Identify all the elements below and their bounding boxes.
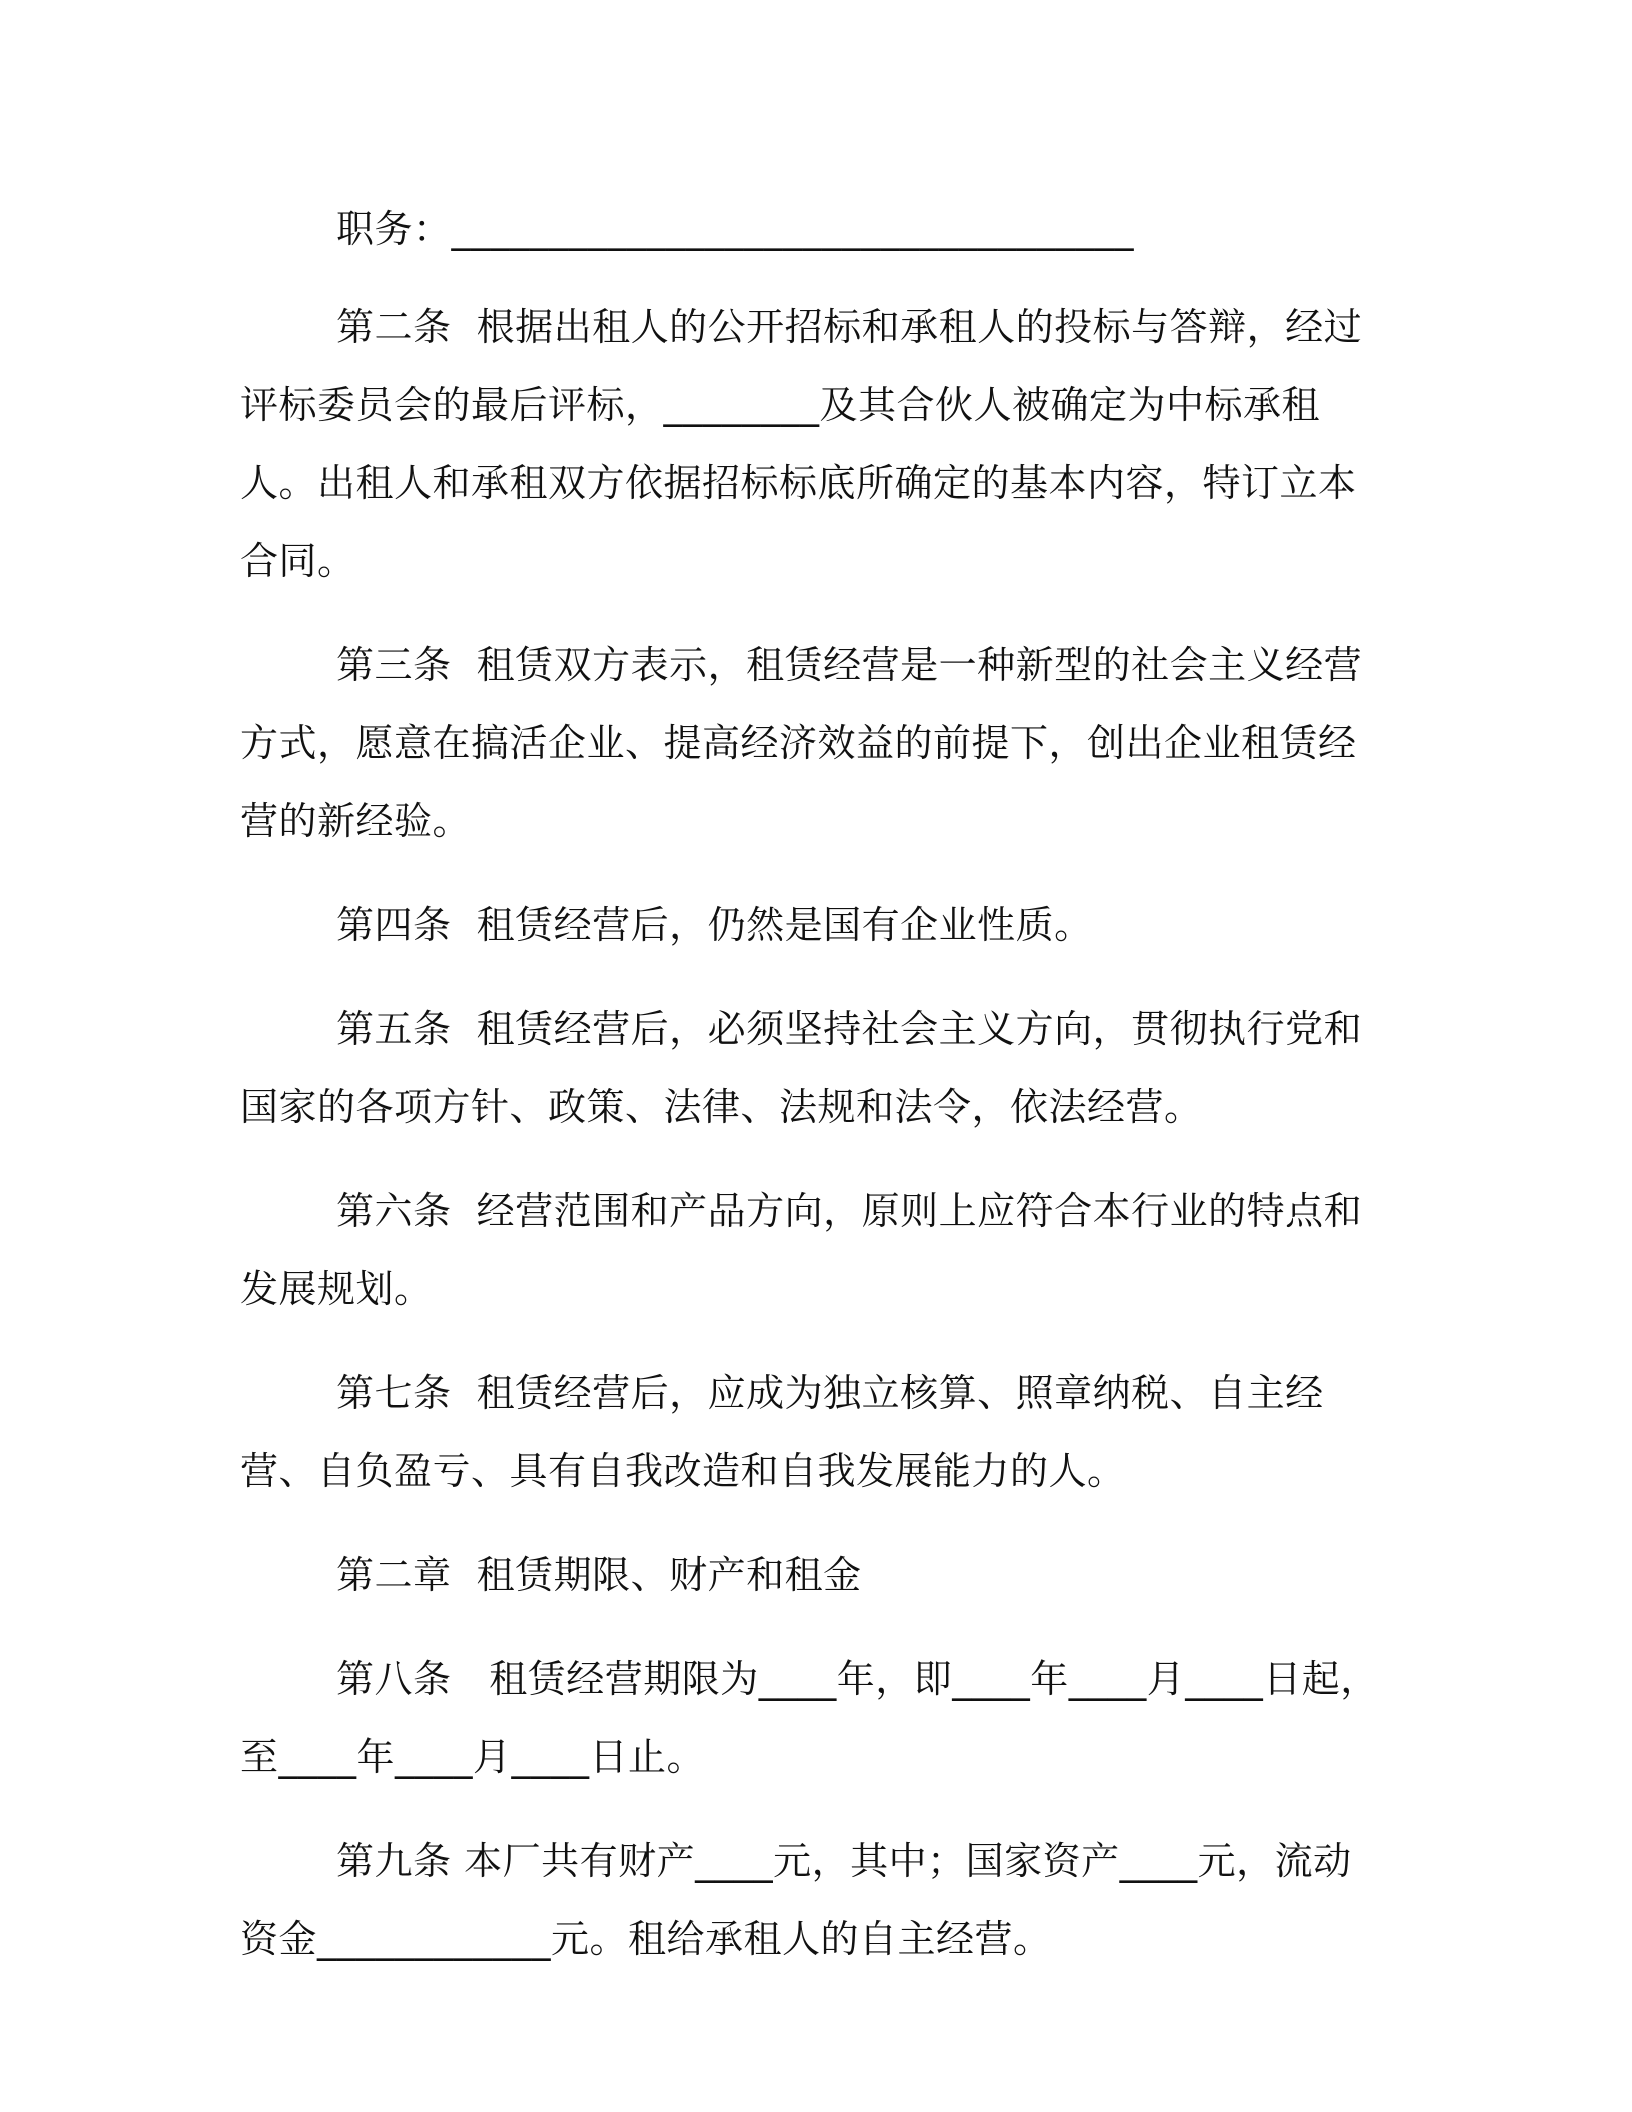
chapter-2-heading: 第二章 租赁期限、财产和租金 [336, 1553, 862, 1597]
article-2-paragraph: 第二条 根据出租人的公开招标和承租人的投标与答辩，经过评标委员会的最后评标，________及其合伙人被确定为中标承租人。出租人和承租双方依据招标标底所确定的基本内容，特订立本合同。 [240, 305, 1363, 583]
article-4-paragraph: 第四条 租赁经营后，仍然是国有企业性质。 [336, 903, 1093, 947]
article-3-paragraph: 第三条 租赁双方表示，租赁经营是一种新型的社会主义经营方式，愿意在搞活企业、提高经济效益的前提下，创出企业租赁经营的新经验。 [240, 643, 1363, 843]
article-5-paragraph: 第五条 租赁经营后，必须坚持社会主义方向，贯彻执行党和国家的各项方针、政策、法律、法规和法令，依法经营。 [240, 1007, 1363, 1129]
document-page [240, 190, 1390, 2004]
article-6-paragraph: 第六条 经营范围和产品方向，原则上应符合本行业的特点和发展规划。 [240, 1189, 1363, 1311]
article-8-paragraph: 第八条 租赁经营期限为____年，即____年____月____日起，至____年____月____日止。 [240, 1657, 1379, 1779]
article-9-paragraph: 第九条 本厂共有财产____元，其中；国家资产____元，流动资金____________元。租给承租人的自主经营。 [240, 1839, 1352, 1961]
article-7-paragraph: 第七条 租赁经营后，应成为独立核算、照章纳税、自主经营、自负盈亏、具有自我改造和自我发展能力的人。 [240, 1371, 1324, 1493]
position-field-line: 职务：___________________________________ [336, 207, 1135, 251]
